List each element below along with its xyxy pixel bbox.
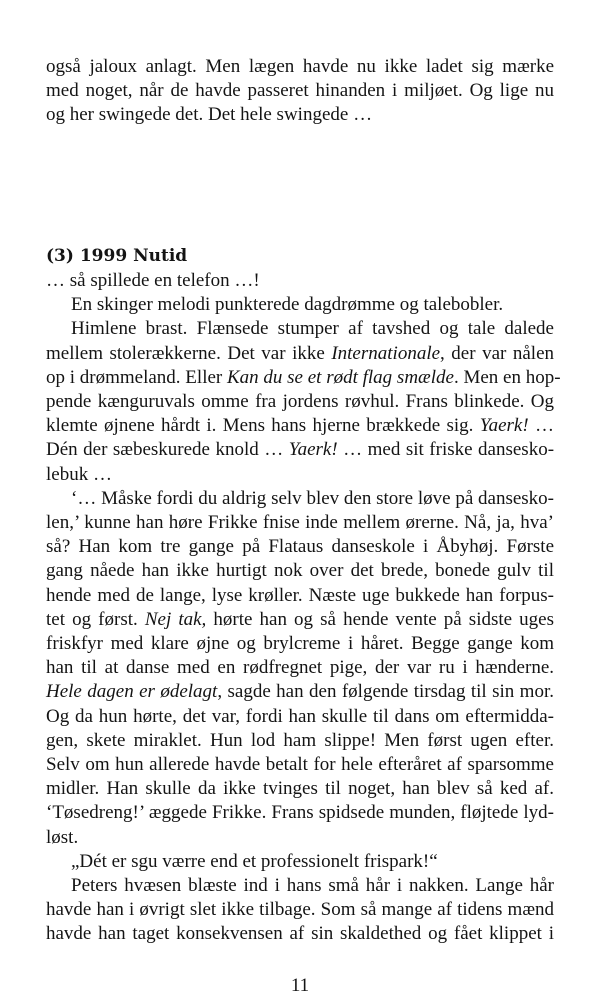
text-line: Selv om hun allerede havde betalt for hele efteråret af sparsomme (46, 754, 554, 776)
text-line (46, 414, 554, 438)
text-line: Og da hun hørte, det var, fordi han skulle til dans om eftermidda- (46, 705, 554, 727)
italic-title: Kan du se et rødt flag smælde (226, 366, 454, 388)
text-line: midler. Han skulle da ikke tvinges til noget, han blev så ked af. (46, 778, 554, 800)
text-run: hørte han og så hende vente på sidste uges (206, 608, 554, 630)
text-run: op i drømmeland. Eller (46, 366, 223, 388)
text-line: han til at danse med en rødfregnet pige, der var ru i hænderne. (46, 657, 554, 679)
section-heading: (3) 1999 Nutid (46, 246, 188, 266)
previous-section-text (46, 55, 554, 128)
italic-exclamation: Yaerk! (479, 415, 529, 437)
text-line: og her swingede det. Det hele swingede … (46, 104, 373, 126)
text-run: … med sit friske danseskо- (337, 439, 555, 461)
text-run: Dén der sæbeskurede knold … (46, 439, 284, 461)
text-line: pende kænguruvals omme fra jordens røvhul. Frans blinkede. Og (46, 391, 554, 413)
text-run: … (528, 415, 555, 437)
text-run: , sagde han den følgende tirsdag til sin mor. (217, 681, 554, 703)
chapter-section (46, 244, 561, 947)
text-line (46, 608, 554, 632)
text-run: mellem stolerækkerne. Det var ikke (46, 342, 325, 364)
text-line: havde han taget konsekvensen af sin skaldethed og fået klippet i (46, 923, 554, 945)
text-line: ‘Tøsedreng!’ æggede Frikke. Frans spidsede munden, fløjtede lyd- (46, 802, 554, 824)
italic-speech: Nej tak, (144, 608, 207, 630)
text-line: også jaloux anlagt. Men lægen havde nu ikke ladet sig mærke (46, 56, 554, 77)
text-run: tet og først. (46, 608, 138, 630)
text-line: løst. (46, 826, 79, 848)
text-line: hende med de lange, lyse krøller. Næste uge bukkede han forpus- (46, 584, 554, 606)
text-line: Himlene brast. Flænsede stumper af tavshed og tale dalede (71, 318, 554, 340)
text-line: så? Han kom tre gange på Flataus danseskole i Åbyhøj. Første (46, 536, 554, 558)
text-line: „Dét er sgu værre end et professionelt frispark!“ (71, 850, 438, 872)
italic-title: Internationale (331, 342, 441, 364)
text-line: Peters hvæsen blæste ind i hans små hår i nakken. Lange hår (71, 875, 554, 897)
text-line (46, 438, 554, 462)
text-line: gang nåede han ikke hurtigt nok over det brede, bonede gulv til (46, 560, 554, 582)
text-line: gen, skete miraklet. Hun lod ham slippe! Men først ugen efter. (46, 729, 554, 751)
text-line (46, 680, 554, 704)
text-line: len,’ kunne han høre Frikke fnise inde mellem ørerne. Nå, ja, hva’ (46, 512, 554, 534)
text-line: … så spillede en telefon …! (46, 270, 260, 291)
text-line: friskfyr med klare øjne og brylcreme i håret. Begge gange kom (46, 633, 554, 655)
text-line: En skinger melodi punkterede dagdrømme og talebobler. (71, 294, 504, 316)
text-line: med noget, når de havde passeret hinanden i miljøet. Og lige nu (46, 80, 554, 102)
text-run: . Men en hop- (453, 366, 561, 388)
italic-exclamation: Yaerk! (288, 439, 338, 461)
italic-speech: Hele dagen er ødelagt (46, 681, 218, 703)
text-run: klemte øjnene hårdt i. Mens hans hjerne brækkede sig. (46, 415, 474, 437)
text-line: havde han i øvrigt slet ikke tilbage. Som så mange af tidens mænd (46, 899, 554, 921)
text-run: , der var nålen (440, 342, 555, 364)
text-line (46, 342, 554, 366)
text-line: lebuk … (46, 463, 112, 485)
text-line (46, 366, 561, 390)
page-number: 11 (290, 975, 310, 996)
text-line: ‘… Måske fordi du aldrig selv blev den store løve på danseskо- (71, 487, 554, 509)
